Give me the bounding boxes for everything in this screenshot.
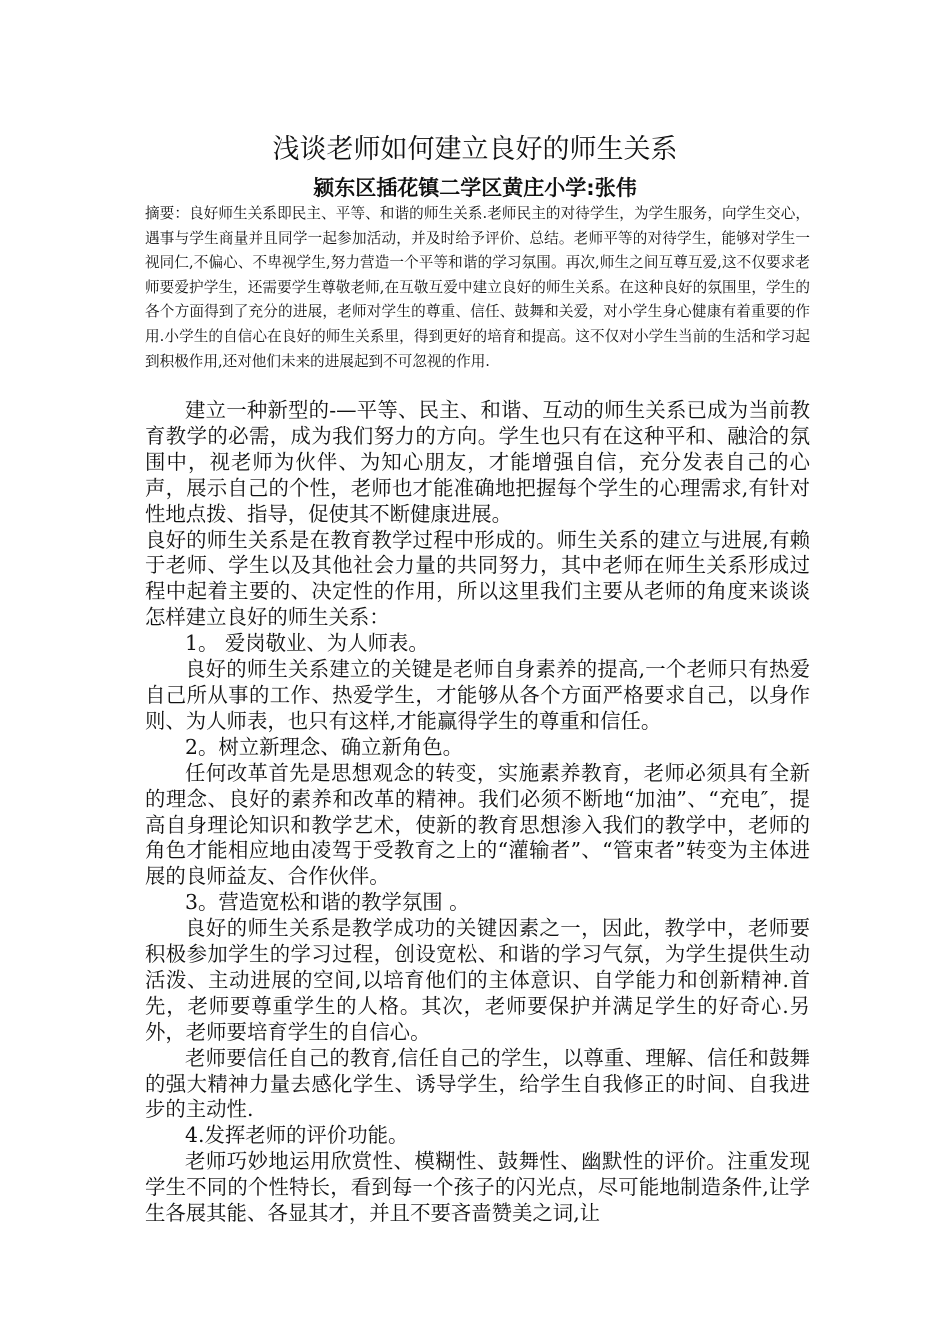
section-heading: 3。营造宽松和谐的教学氛围 。	[185, 890, 470, 915]
body-paragraph: 任何改革首先是思想观念的转变，实施素养教育，老师必须具有全新的理念、良好的素养和改革的精神。我们必须不断地“加油”、“充电″，提高自身理论知识和教学艺术，使新的教育思想渗入我们的教学中，老师的角色才能相应地由凌驾于受教育之上的“灌输者”、“管束者”转变为主体进展的良师益友、合作伙伴。	[145, 760, 810, 889]
section-heading: 1。 爱岗敬业、为人师表。	[185, 631, 429, 656]
body-paragraph: 建立一种新型的-—平等、民主、和谐、互动的师生关系已成为当前教育教学的必需，成为我们努力的方向。学生也只有在这种平和、融洽的氛围中，视老师为伙伴、为知心朋友，才能增强自信，充分发表自己的心声，展示自己的个性，老师也才能准确地把握每个学生的心理需求,有针对性地点拨、指导，促使其不断健康进展。	[145, 398, 810, 526]
body-paragraph: 良好的师生关系建立的关键是老师自身素养的提高,一个老师只有热爱自己所从事的工作、热爱学生，才能够从各个方面严格要求自己，以身作则、为人师表，也只有这样,才能赢得学生的尊重和信任。	[145, 657, 810, 733]
section-heading: 4.发挥老师的评价功能。	[185, 1123, 409, 1148]
body-paragraph: 良好的师生关系是在教育教学过程中形成的。师生关系的建立与进展,有赖于老师、学生以及其他社会力量的共同努力，其中老师在师生关系形成过程中起着主要的、决定性的作用，所以这里我们主要从老师的角度来谈谈怎样建立良好的师生关系：	[145, 527, 810, 630]
body-paragraph: 老师要信任自己的教育,信任自己的学生，以尊重、理解、信任和鼓舞的强大精神力量去感化学生、诱导学生，给学生自我修正的时间、自我进步的主动性.	[145, 1045, 810, 1122]
body-paragraph: 良好的师生关系是教学成功的关键因素之一，因此，教学中，老师要积极参加学生的学习过程，创设宽松、和谐的学习气氛，为学生提供生动活泼、主动进展的空间,以培育他们的主体意识、自学能力和创新精神.首先，老师要尊重学生的人格。其次，老师要保护并满足学生的好奇心.另外，老师要培育学生的自信心。	[145, 916, 810, 1044]
document-title: 浅谈老师如何建立良好的师生关系	[272, 134, 678, 165]
author-line: 颍东区插花镇二学区黄庄小学:张伟	[313, 176, 637, 200]
abstract-paragraph: 摘要：良好师生关系即民主、平等、和谐的师生关系.老师民主的对待学生，为学生服务，向学生交心，遇事与学生商量并且同学一起参加活动，并及时给予评价、总结。老师平等的对待学生，能够对学生一视同仁,不偏心、不卑视学生,努力营造一个平等和谐的学习氛围。再次,师生之间互尊互爱,这不仅要求老师要爱护学生，还需要学生尊敬老师,在互敬互爱中建立良好的师生关系。在这种良好的氛围里，学生的各个方面得到了充分的进展，老师对学生的尊重、信任、鼓舞和关爱，对小学生身心健康有着重要的作用.小学生的自信心在良好的师生关系里，得到更好的培育和提高。这不仅对小学生当前的生活和学习起到积极作用,还对他们未来的进展起到不可忽视的作用.	[145, 205, 810, 370]
document-body	[145, 398, 810, 1227]
body-paragraph: 老师巧妙地运用欣赏性、模糊性、鼓舞性、幽默性的评价。注重发现学生不同的个性特长，看到每一个孩子的闪光点，尽可能地制造条件,让学生各展其能、各显其才，并且不要吝啬赞美之词,让	[145, 1149, 810, 1226]
section-heading: 2。树立新理念、确立新角色。	[185, 734, 464, 759]
